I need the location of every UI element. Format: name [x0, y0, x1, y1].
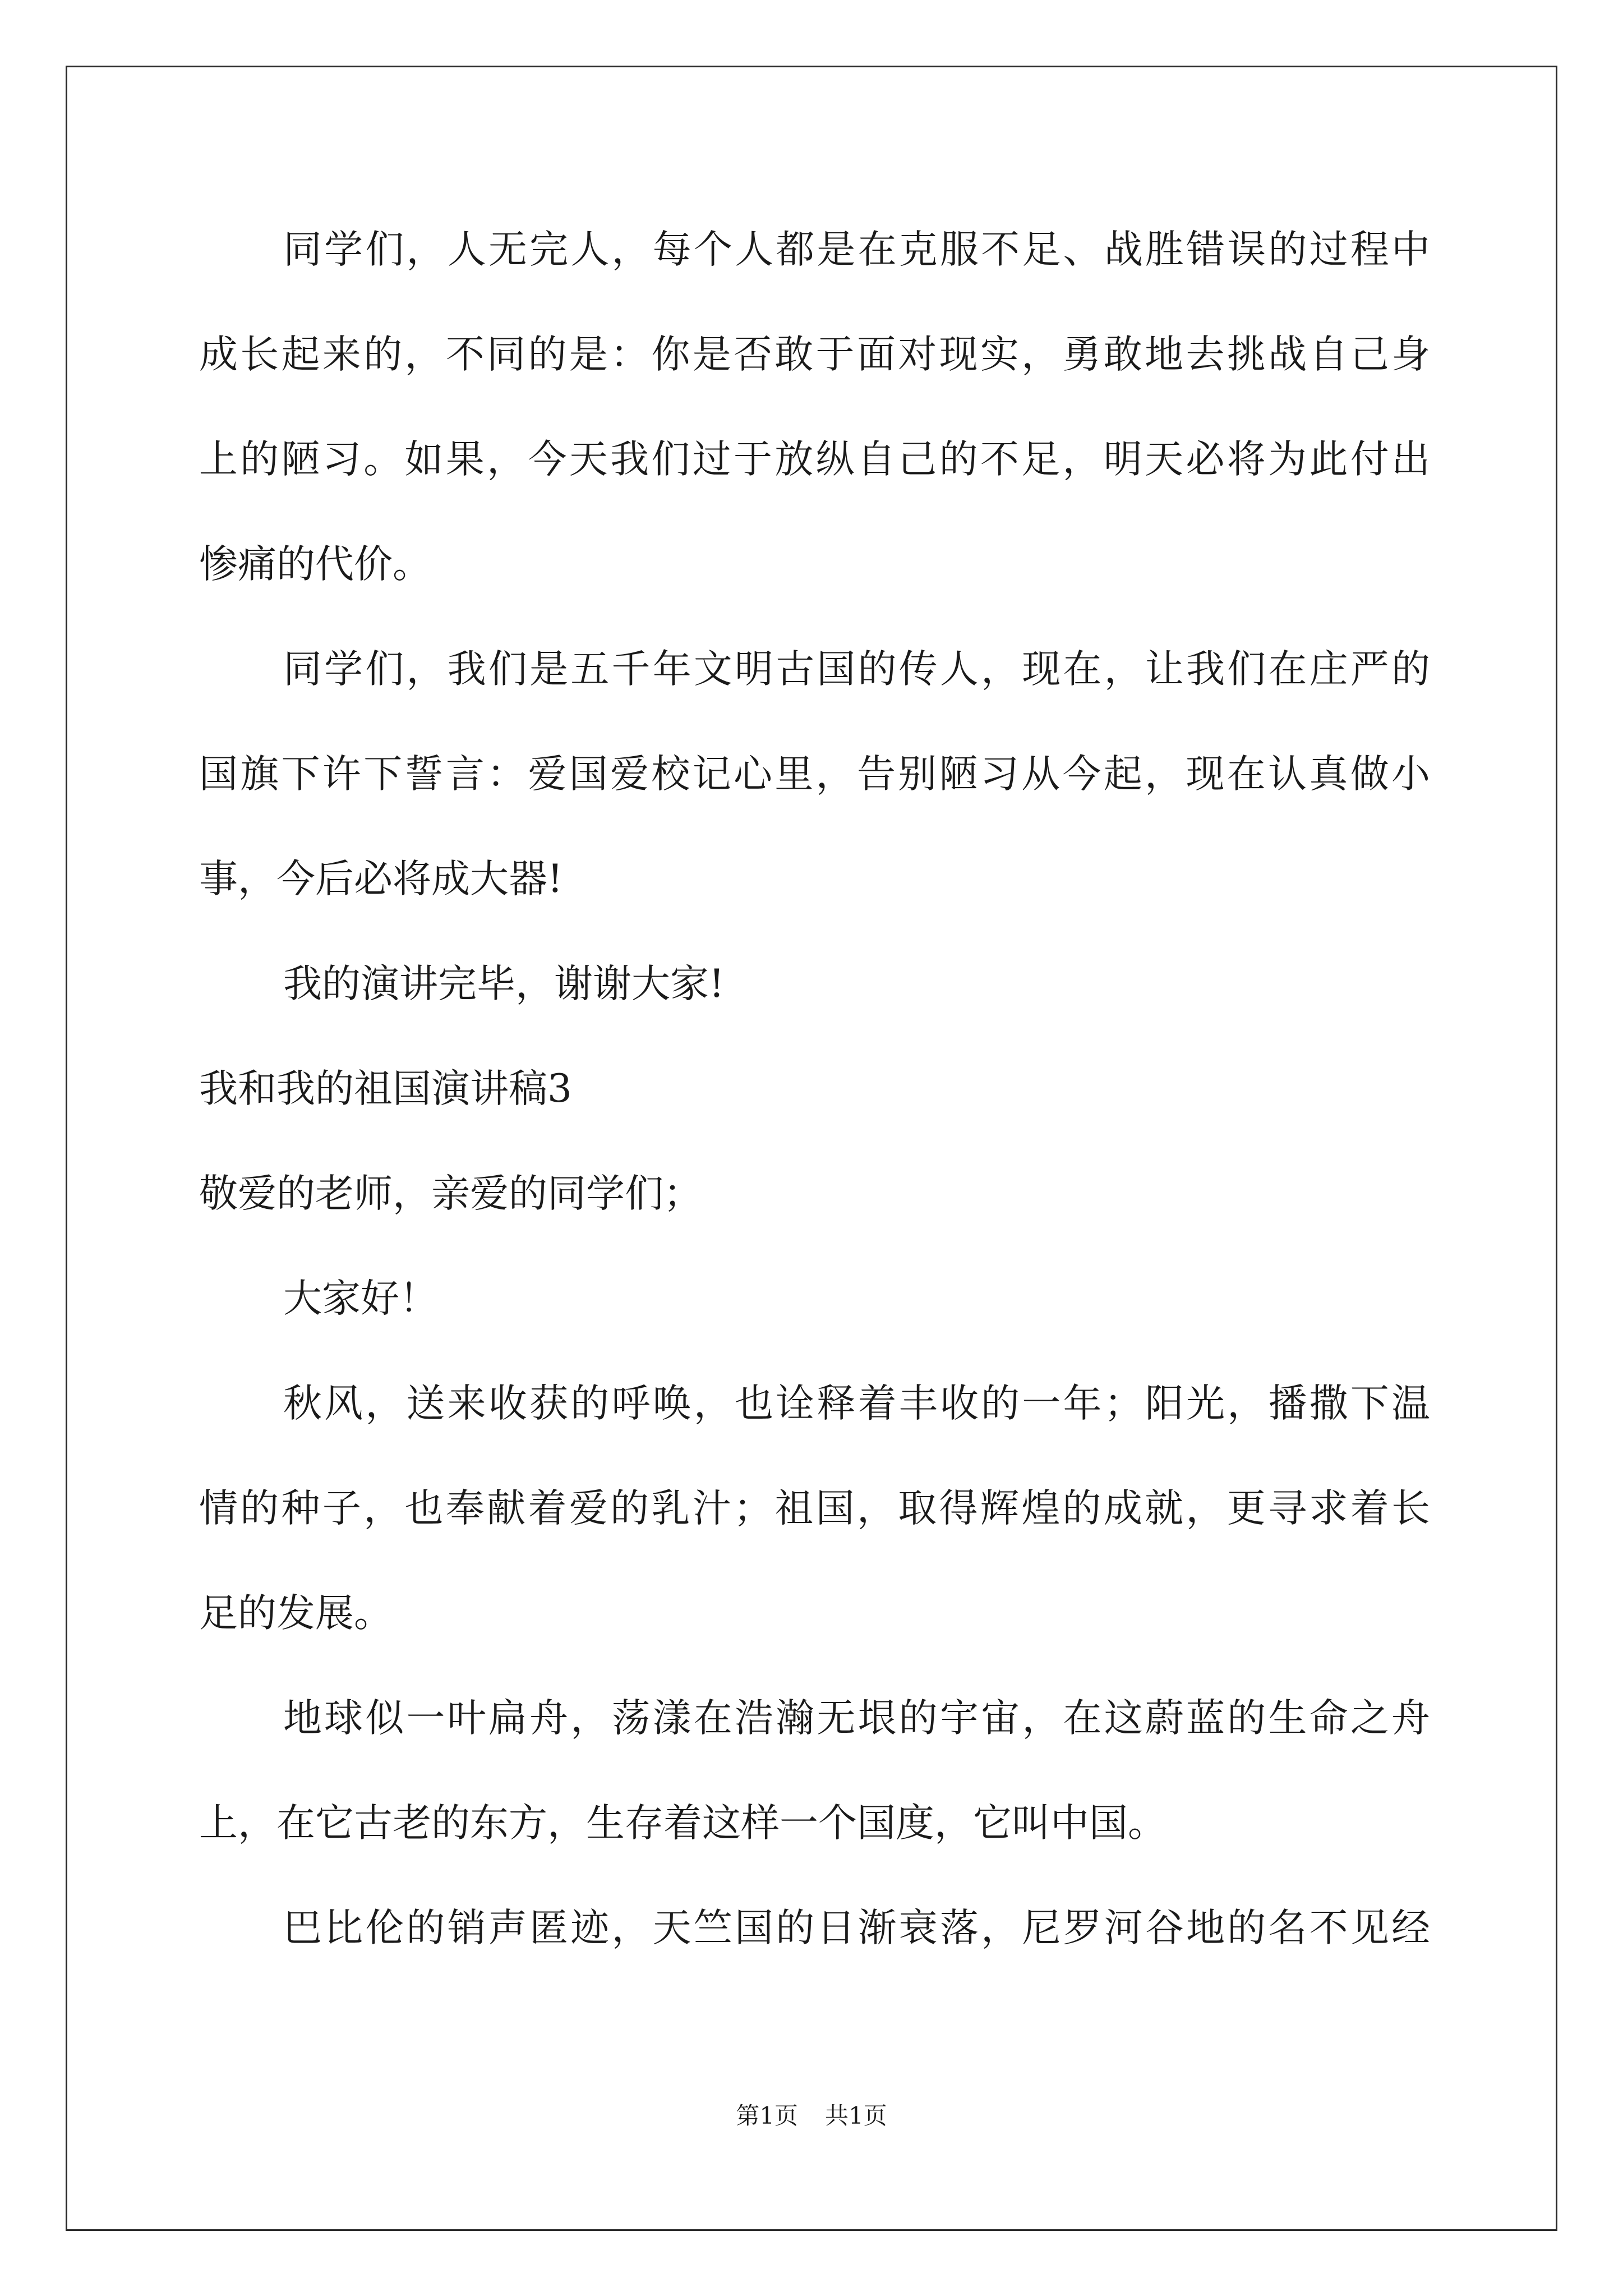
text-line: 惨痛的代价。 — [199, 542, 431, 587]
text-line: 上的陋习。如果，今天我们过于放纵自己的不足，明天必将为此付出 — [199, 437, 1430, 482]
text-line: 同学们，我们是五千年文明古国的传人，现在，让我们在庄严的 — [283, 647, 1430, 692]
page-number: 第1页 — [736, 2102, 798, 2129]
text-line: 我和我的祖国演讲稿3 — [199, 1066, 572, 1111]
text-line: 巴比伦的销声匿迹，天竺国的日渐衰落，尼罗河谷地的名不见经 — [283, 1906, 1430, 1950]
text-line: 情的种子，也奉献着爱的乳汁；祖国，取得辉煌的成就，更寻求着长 — [199, 1486, 1430, 1531]
text-line: 敬爱的老师，亲爱的同学们； — [199, 1171, 702, 1216]
text-line: 事，今后必将成大器! — [199, 857, 563, 901]
text-line: 上，在它古老的东方，生存着这样一个国度，它叫中国。 — [199, 1801, 1166, 1846]
page-total: 共1页 — [825, 2102, 887, 2129]
text-line: 国旗下许下誓言：爱国爱校记心里，告别陋习从今起，现在认真做小 — [199, 752, 1430, 797]
text-line: 地球似一叶扁舟，荡漾在浩瀚无垠的宇宙，在这蔚蓝的生命之舟 — [283, 1696, 1430, 1741]
text-line: 大家好！ — [283, 1276, 438, 1321]
text-line: 足的发展。 — [199, 1591, 393, 1636]
text-line: 秋风，送来收获的呼唤，也诠释着丰收的一年；阳光，播撒下温 — [283, 1381, 1430, 1426]
document-body — [199, 219, 1430, 2002]
page-footer — [0, 2099, 1623, 2133]
text-line: 成长起来的，不同的是：你是否敢于面对现实，勇敢地去挑战自己身 — [199, 332, 1430, 377]
text-line: 我的演讲完毕，谢谢大家! — [283, 961, 725, 1006]
text-line: 同学们，人无完人，每个人都是在克服不足、战胜错误的过程中 — [283, 227, 1430, 272]
